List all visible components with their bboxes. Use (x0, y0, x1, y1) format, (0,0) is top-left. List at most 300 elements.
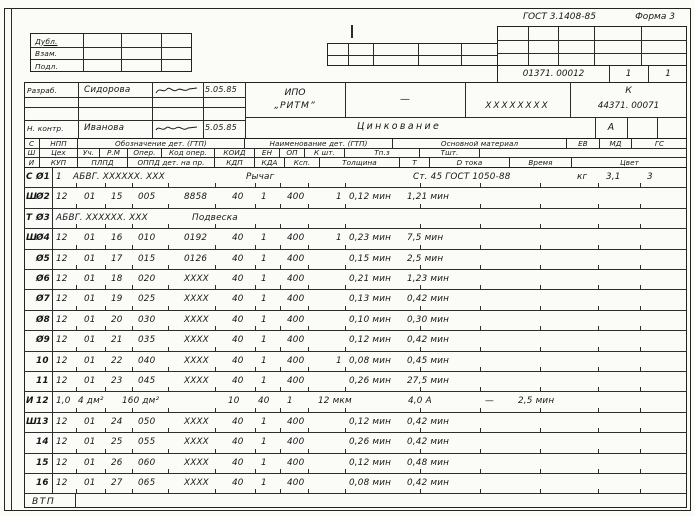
cell-oper: 010 (138, 233, 156, 244)
row-marker-number: 12 (36, 396, 49, 407)
column-tick (255, 326, 256, 330)
cell-op: 400 (287, 416, 305, 427)
row-marker-letter: Ш (26, 192, 38, 203)
column-tick (480, 204, 481, 208)
column-tick (480, 469, 481, 473)
nkontr-label: Н. контр. (27, 124, 64, 133)
razrab-date: 5.05.85 (205, 85, 237, 94)
cell-koid: 40 (232, 274, 244, 284)
column-tick (215, 347, 216, 351)
column-tick (420, 285, 421, 289)
sheet-total: 1 (665, 69, 671, 79)
cell-op: 400 (287, 314, 305, 325)
column-tick (598, 428, 599, 432)
table-row (24, 352, 687, 372)
column-tick (215, 387, 216, 391)
column-tick (540, 449, 541, 453)
code-k-number: 44371. 00071 (597, 100, 660, 111)
column-tick (280, 245, 281, 249)
cell-oper: 005 (138, 192, 156, 203)
column-tick (345, 306, 346, 310)
column-tick (598, 183, 599, 187)
column-tick (280, 326, 281, 330)
cell-en: 1 (261, 233, 267, 244)
column-tick (480, 224, 481, 228)
column-tick (215, 285, 216, 289)
table-row (24, 188, 687, 208)
column-tick (640, 387, 641, 391)
cell-tsht: 0,42 мин (407, 294, 450, 305)
cell-tsht: 0,42 мин (407, 437, 450, 448)
cell-uch: 01 (84, 457, 96, 468)
column-tick (215, 469, 216, 473)
column-tick (280, 183, 281, 187)
column-tick (168, 224, 169, 228)
cell-op: 400 (287, 478, 305, 488)
column-tick (255, 285, 256, 289)
column-tick (168, 428, 169, 432)
column-tick (76, 245, 77, 249)
stamp-divider (31, 59, 191, 60)
cell-op: 400 (287, 233, 305, 244)
cell-en: 1 (261, 416, 267, 427)
column-tick (308, 428, 309, 432)
column-tick (598, 306, 599, 310)
cell-cex: 12 (56, 478, 68, 488)
cell-tsht: 0,42 мин (407, 478, 450, 488)
column-tick (132, 469, 133, 473)
column-tick (540, 387, 541, 391)
row-marker-number: Ø3 (36, 212, 50, 223)
cell-mode-9: 2,5 мин (518, 396, 555, 407)
nkontr-name: Иванова (84, 123, 125, 133)
column-tick (76, 489, 77, 493)
cell-kod: ХХХХ (184, 274, 209, 284)
column-tick (640, 347, 641, 351)
column-tick (640, 306, 641, 310)
column-tick (280, 265, 281, 269)
column-tick (76, 387, 77, 391)
cell-tpz: 0,26 мин (349, 437, 392, 448)
column-tick (255, 306, 256, 310)
cell-en: 1 (261, 253, 267, 264)
column-tick (132, 265, 133, 269)
cell-mode-1: 4 дм² (78, 396, 104, 407)
cell-cex: 12 (56, 457, 68, 468)
column-tick (308, 306, 309, 310)
cell-oper: 040 (138, 355, 156, 366)
grid-line (24, 120, 245, 121)
grid-line (418, 44, 419, 65)
header-cell: ОП (280, 149, 305, 158)
column-tick (255, 449, 256, 453)
table-row (24, 270, 687, 290)
cell-sign: АБВГ. ХХХХХХ. ХХХ (56, 212, 148, 223)
column-tick (308, 183, 309, 187)
column-tick (480, 245, 481, 249)
grid-line (461, 44, 462, 65)
cell-cex: 12 (56, 355, 68, 366)
column-tick (280, 224, 281, 228)
column-tick (345, 408, 346, 412)
column-tick (105, 326, 106, 330)
column-tick (215, 245, 216, 249)
column-tick (215, 449, 216, 453)
column-tick (308, 387, 309, 391)
cell-uch: 01 (84, 416, 96, 427)
column-tick (76, 367, 77, 371)
table-row (24, 433, 687, 453)
cell-name: Подвеска (192, 212, 238, 223)
column-tick (168, 367, 169, 371)
cell-uch: 01 (84, 376, 96, 386)
cell-tsht: 1,23 мин (407, 274, 450, 284)
column-tick (132, 387, 133, 391)
row-marker-number: Ø6 (36, 274, 50, 284)
cell-en: 1 (261, 274, 267, 284)
column-tick (480, 347, 481, 351)
column-tick (640, 245, 641, 249)
row-marker-number: Ø5 (36, 253, 50, 264)
column-tick (168, 183, 169, 187)
column-tick (255, 204, 256, 208)
header-cell: Время (510, 158, 572, 167)
cell-rm: 18 (111, 274, 123, 284)
column-tick (76, 449, 77, 453)
grid-line (657, 117, 658, 138)
marker-a-cell: А (607, 121, 615, 133)
cell-kod: ХХХХ (184, 416, 209, 427)
grid-line (627, 117, 628, 138)
org-name-line1: ИПО (284, 86, 306, 98)
org-name-line2: „РИТМ” (274, 99, 316, 111)
column-tick (598, 347, 599, 351)
cell-koid: 40 (232, 314, 244, 325)
row-marker-letter: Ш (26, 233, 38, 244)
top-grid-middle (327, 43, 498, 66)
header-cell: ЕВ (567, 139, 600, 148)
row-marker-number: 10 (36, 355, 49, 366)
grid-line (78, 82, 79, 138)
vtp-label: ВТП (32, 495, 56, 507)
stamp-label-dubl: Дубл. (35, 36, 58, 46)
column-tick (255, 489, 256, 493)
nkontr-date: 5.05.85 (205, 123, 237, 132)
cell-koid: 40 (232, 376, 244, 386)
column-tick (132, 489, 133, 493)
column-tick (76, 285, 77, 289)
cell-cex: 12 (56, 192, 68, 203)
column-tick (280, 408, 281, 412)
header-cell: И (24, 158, 40, 167)
cell-sign: АБВГ. ХХХХХХ. ХХХ (73, 172, 165, 182)
column-tick (598, 449, 599, 453)
column-tick (540, 347, 541, 351)
column-tick (540, 285, 541, 289)
header-cell: Наименование дет. (ГТП) (245, 139, 393, 148)
column-tick (480, 183, 481, 187)
cell-op: 400 (287, 376, 305, 386)
row-marker-number: Ø1 (36, 172, 50, 182)
column-tick (255, 245, 256, 249)
column-tick (105, 469, 106, 473)
gost-standard-label: ГОСТ 3.1408-85 (523, 12, 596, 22)
cell-op: 400 (287, 335, 305, 346)
cell-koid: 40 (232, 253, 244, 264)
column-tick (345, 285, 346, 289)
grid-line (498, 40, 686, 41)
cell-kod: ХХХХ (184, 478, 209, 488)
cell-mode-8: — (485, 396, 494, 407)
razrab-label: Разраб. (27, 86, 58, 95)
column-tick (540, 489, 541, 493)
cell-en: 1 (261, 376, 267, 386)
material-dash-cell: — (400, 94, 410, 105)
table-row (24, 392, 687, 412)
column-tick (215, 306, 216, 310)
column-tick (420, 224, 421, 228)
cell-cex: 12 (56, 233, 68, 244)
column-tick (345, 489, 346, 493)
column-tick (280, 469, 281, 473)
column-tick (280, 428, 281, 432)
column-tick (345, 469, 346, 473)
header-cell: Цех (40, 149, 78, 158)
table-row (24, 229, 687, 249)
cell-oper: 055 (138, 437, 156, 448)
cell-tpz: 0,21 мин (349, 274, 392, 284)
header-cell: Опер. (128, 149, 162, 158)
row-marker-number: Ø4 (36, 233, 50, 244)
grid-line (641, 27, 642, 65)
column-tick (168, 449, 169, 453)
column-tick (132, 204, 133, 208)
column-tick (308, 245, 309, 249)
column-tick (215, 489, 216, 493)
column-tick (280, 347, 281, 351)
stamp-divider (121, 34, 122, 71)
cell-rm: 16 (111, 233, 123, 244)
grid-line (24, 97, 245, 98)
cell-en: 1 (261, 192, 267, 203)
column-tick (105, 224, 106, 228)
column-tick (640, 224, 641, 228)
column-tick (480, 265, 481, 269)
cell-tpz: 0,13 мин (349, 294, 392, 305)
column-tick (420, 408, 421, 412)
cell-tpz: 0,12 мин (349, 335, 392, 346)
cell-kod: ХХХХ (184, 355, 209, 366)
copies-stamp-block (30, 33, 192, 72)
column-tick (132, 428, 133, 432)
header-cell: С (24, 139, 40, 148)
cell-cex: 12 (56, 437, 68, 448)
column-tick (480, 306, 481, 310)
column-tick (280, 306, 281, 310)
cell-tsht: 0,48 мин (407, 457, 450, 468)
column-tick (420, 306, 421, 310)
cell-uch: 01 (84, 314, 96, 325)
column-tick (215, 428, 216, 432)
cell-op: 400 (287, 355, 305, 366)
column-tick (215, 408, 216, 412)
cell-rm: 24 (111, 416, 123, 427)
top-grid-right (497, 26, 687, 66)
cell-tpz: 0,12 мин (349, 457, 392, 468)
header-cell: Ш (24, 149, 40, 158)
column-tick (540, 469, 541, 473)
cell-uch: 01 (84, 274, 96, 284)
column-tick (308, 204, 309, 208)
column-tick (105, 408, 106, 412)
table-row (24, 168, 687, 188)
column-tick (255, 428, 256, 432)
column-tick (132, 347, 133, 351)
column-tick (598, 245, 599, 249)
table-row (24, 311, 687, 331)
row-marker-letter: Т (26, 212, 33, 223)
cell-rm: 20 (111, 314, 123, 325)
header-cell: Код опер. (162, 149, 215, 158)
row-marker-letter: И (26, 396, 34, 407)
cell-tsht: 0,30 мин (407, 314, 450, 325)
column-tick (105, 306, 106, 310)
column-tick (345, 347, 346, 351)
column-tick (480, 449, 481, 453)
cell-uch: 01 (84, 294, 96, 305)
column-tick (598, 326, 599, 330)
cell-kod: 8858 (184, 192, 208, 203)
column-tick (168, 469, 169, 473)
column-tick (255, 347, 256, 351)
cell-tpz: 0,10 мин (349, 314, 392, 325)
header-cell: КОИД (215, 149, 255, 158)
row-marker-letter: Ш (26, 416, 38, 427)
column-tick (215, 265, 216, 269)
cell-oper: 025 (138, 294, 156, 305)
column-tick (215, 367, 216, 371)
column-tick (480, 408, 481, 412)
header-cell: D тока (430, 158, 510, 167)
column-tick (215, 183, 216, 187)
cell-tpz: 0,26 мин (349, 376, 392, 386)
column-tick (105, 367, 106, 371)
cell-kod: ХХХХ (184, 376, 209, 386)
column-tick (345, 326, 346, 330)
column-tick (308, 326, 309, 330)
header-cell: Цвет (620, 158, 639, 167)
table-row (24, 209, 687, 229)
cell-tsht: 1,21 мин (407, 192, 450, 203)
column-tick (308, 285, 309, 289)
cell-tpz: 0,08 мин (349, 355, 392, 366)
column-tick (132, 367, 133, 371)
column-tick (76, 224, 77, 228)
cell-koid: 40 (232, 355, 244, 366)
cell-kod: ХХХХ (184, 457, 209, 468)
cell-tpz: 0,15 мин (349, 253, 392, 264)
cell-en: 1 (261, 478, 267, 488)
cell-op: 400 (287, 457, 305, 468)
table-row (24, 331, 687, 351)
cell-oper: 020 (138, 274, 156, 284)
cell-oper: 035 (138, 335, 156, 346)
column-tick (168, 285, 169, 289)
column-tick (345, 367, 346, 371)
column-tick (76, 326, 77, 330)
column-tick (215, 326, 216, 330)
cell-rm: 19 (111, 294, 123, 305)
cell-ev: кг (577, 172, 588, 182)
column-tick (420, 469, 421, 473)
cell-gs: 3 (647, 172, 653, 182)
cell-tpz: 0,23 мин (349, 233, 392, 244)
column-tick (168, 306, 169, 310)
column-tick (345, 428, 346, 432)
column-tick (540, 326, 541, 330)
column-tick (308, 224, 309, 228)
column-tick (308, 408, 309, 412)
column-tick (168, 326, 169, 330)
grid-line (373, 44, 374, 65)
column-tick (540, 428, 541, 432)
column-tick (105, 347, 106, 351)
cell-tsht: 27,5 мин (407, 376, 450, 386)
column-tick (105, 428, 106, 432)
marker-column-line (52, 168, 53, 494)
table-row (24, 290, 687, 310)
column-tick (480, 367, 481, 371)
nkontr-signature-scribble (155, 123, 199, 134)
column-tick (280, 285, 281, 289)
cell-cex: 12 (56, 376, 68, 386)
doc-number-row (497, 65, 687, 83)
header-cell: Уч. (78, 149, 100, 158)
column-tick (420, 449, 421, 453)
column-tick (420, 326, 421, 330)
razrab-signature-scribble (155, 85, 199, 96)
cell-koid: 40 (232, 335, 244, 346)
header-cell: КУП (40, 158, 78, 167)
cell-cex: 12 (56, 253, 68, 264)
cell-mode-7: 4,0 А (408, 396, 432, 407)
column-tick (640, 204, 641, 208)
column-tick (132, 245, 133, 249)
grid-line (75, 494, 76, 508)
column-tick (345, 387, 346, 391)
cell-tsht: 2,5 мин (407, 253, 444, 264)
column-tick (76, 204, 77, 208)
stamp-divider (31, 47, 191, 48)
column-tick (76, 469, 77, 473)
column-tick (540, 265, 541, 269)
column-tick (598, 204, 599, 208)
column-tick (540, 204, 541, 208)
vtp-row (24, 494, 687, 508)
razrab-name: Сидорова (84, 85, 131, 95)
column-tick (280, 367, 281, 371)
column-tick (640, 326, 641, 330)
cell-tsht: 0,45 мин (407, 355, 450, 366)
column-tick (105, 204, 106, 208)
column-tick (480, 326, 481, 330)
column-tick (280, 449, 281, 453)
header-cell: Основной материал (393, 139, 567, 148)
column-tick (132, 224, 133, 228)
column-tick (132, 408, 133, 412)
cell-ksht: 1 (336, 192, 342, 203)
cell-rm: 15 (111, 192, 123, 203)
